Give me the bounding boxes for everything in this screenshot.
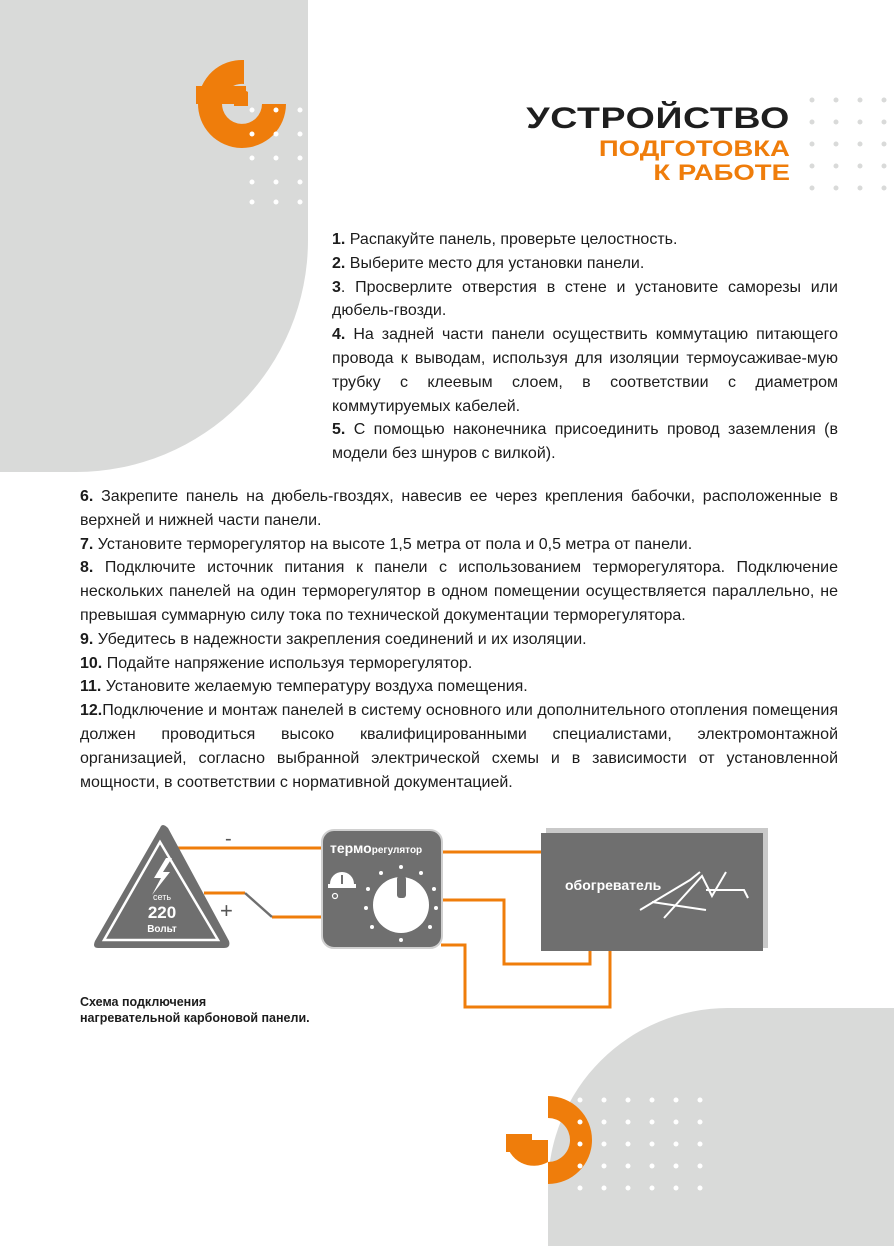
logo-mark-bottom (506, 1096, 592, 1184)
step-item: 1. Распакуйте панель, проверьте целостность. (332, 231, 678, 248)
heater-label: обогреватель (565, 877, 662, 893)
page-heading (526, 102, 790, 185)
diagram-caption (80, 994, 310, 1026)
page-subtitle-line1: ПОДГОТОВКА (598, 136, 790, 161)
step-item: 7. Установите терморегулятор на высоте 1,5 метра от пола и 0,5 метра от панели. (80, 535, 693, 553)
thermostat-label-bold: термо (330, 840, 372, 856)
page-title: УСТРОЙСТВО (526, 102, 790, 135)
step-item: 2. Выберите место для установки панели. (332, 254, 645, 272)
steps-list-upper (332, 228, 838, 466)
step-item: 6. Закрепите панель на дюбель-гвоздях, навесив ее через крепления бабочки, расположенные в верхней и нижней части панели. (80, 488, 838, 529)
dot-grid-top-right (810, 98, 887, 191)
step-item: 5. С помощью наконечника присоединить провод заземления (в модели без шнуров с вилкой). (332, 421, 838, 463)
source-voltage-label: 220 (147, 903, 177, 922)
caption-line1: Схема подключения (80, 995, 207, 1009)
dot-grid-bottom (578, 1098, 703, 1191)
caption-line2: нагревательной карбоновой панели. (80, 1011, 310, 1025)
step-item: 9. Убедитесь в надежности закрепления соединений и их изоляции. (80, 630, 587, 648)
step-item: 8. Подключите источник питания к панели с использованием терморегулятора. Подключение нескольких панелей на один терморегулятор в одном помещении осуществляется параллельно, не превышая суммарную силу тока по технической документации терморегулятора. (80, 559, 838, 624)
logo-mark-top (196, 60, 286, 148)
heater-panel (541, 828, 768, 951)
step-item: 4. На задней части панели осуществить коммутацию питающего провода к выводам, используя для изоляции термоусаживае-мую трубку с клеевым слоем, в соответствии с диаметром коммутируемых кабелей. (332, 326, 838, 415)
wiring-diagram (94, 825, 768, 1007)
page-subtitle-line2: К РАБОТЕ (653, 160, 790, 185)
step-item: 3. Просверлите отверстия в стене и установите саморезы или дюбель-гвозди. (332, 278, 838, 320)
plus-sign: + (220, 898, 233, 923)
power-source-triangle (94, 825, 229, 948)
source-unit-label: Вольт (147, 924, 177, 935)
thermostat-label-rest: регулятор (371, 845, 423, 856)
step-item: 10. Подайте напряжение используя терморегулятор. (80, 654, 473, 672)
step-item: 11. Установите желаемую температуру воздуха помещения. (80, 678, 528, 696)
steps-list-lower (80, 485, 838, 794)
step-item: 12.Подключение и монтаж панелей в систему основного или дополнительного отопления помещения должен проводиться высоко квалифицированными специалистами, электромонтажной организацией, согласно выбранной электрической схемы и в зависимости от установленной мощности, в соответствии с нормативной документацией. (80, 702, 838, 791)
minus-sign: - (225, 828, 232, 850)
wire-thermo-heater-3 (441, 945, 610, 1007)
thermostat (322, 830, 442, 948)
source-network-label: сеть (152, 892, 172, 902)
switch (245, 893, 272, 917)
